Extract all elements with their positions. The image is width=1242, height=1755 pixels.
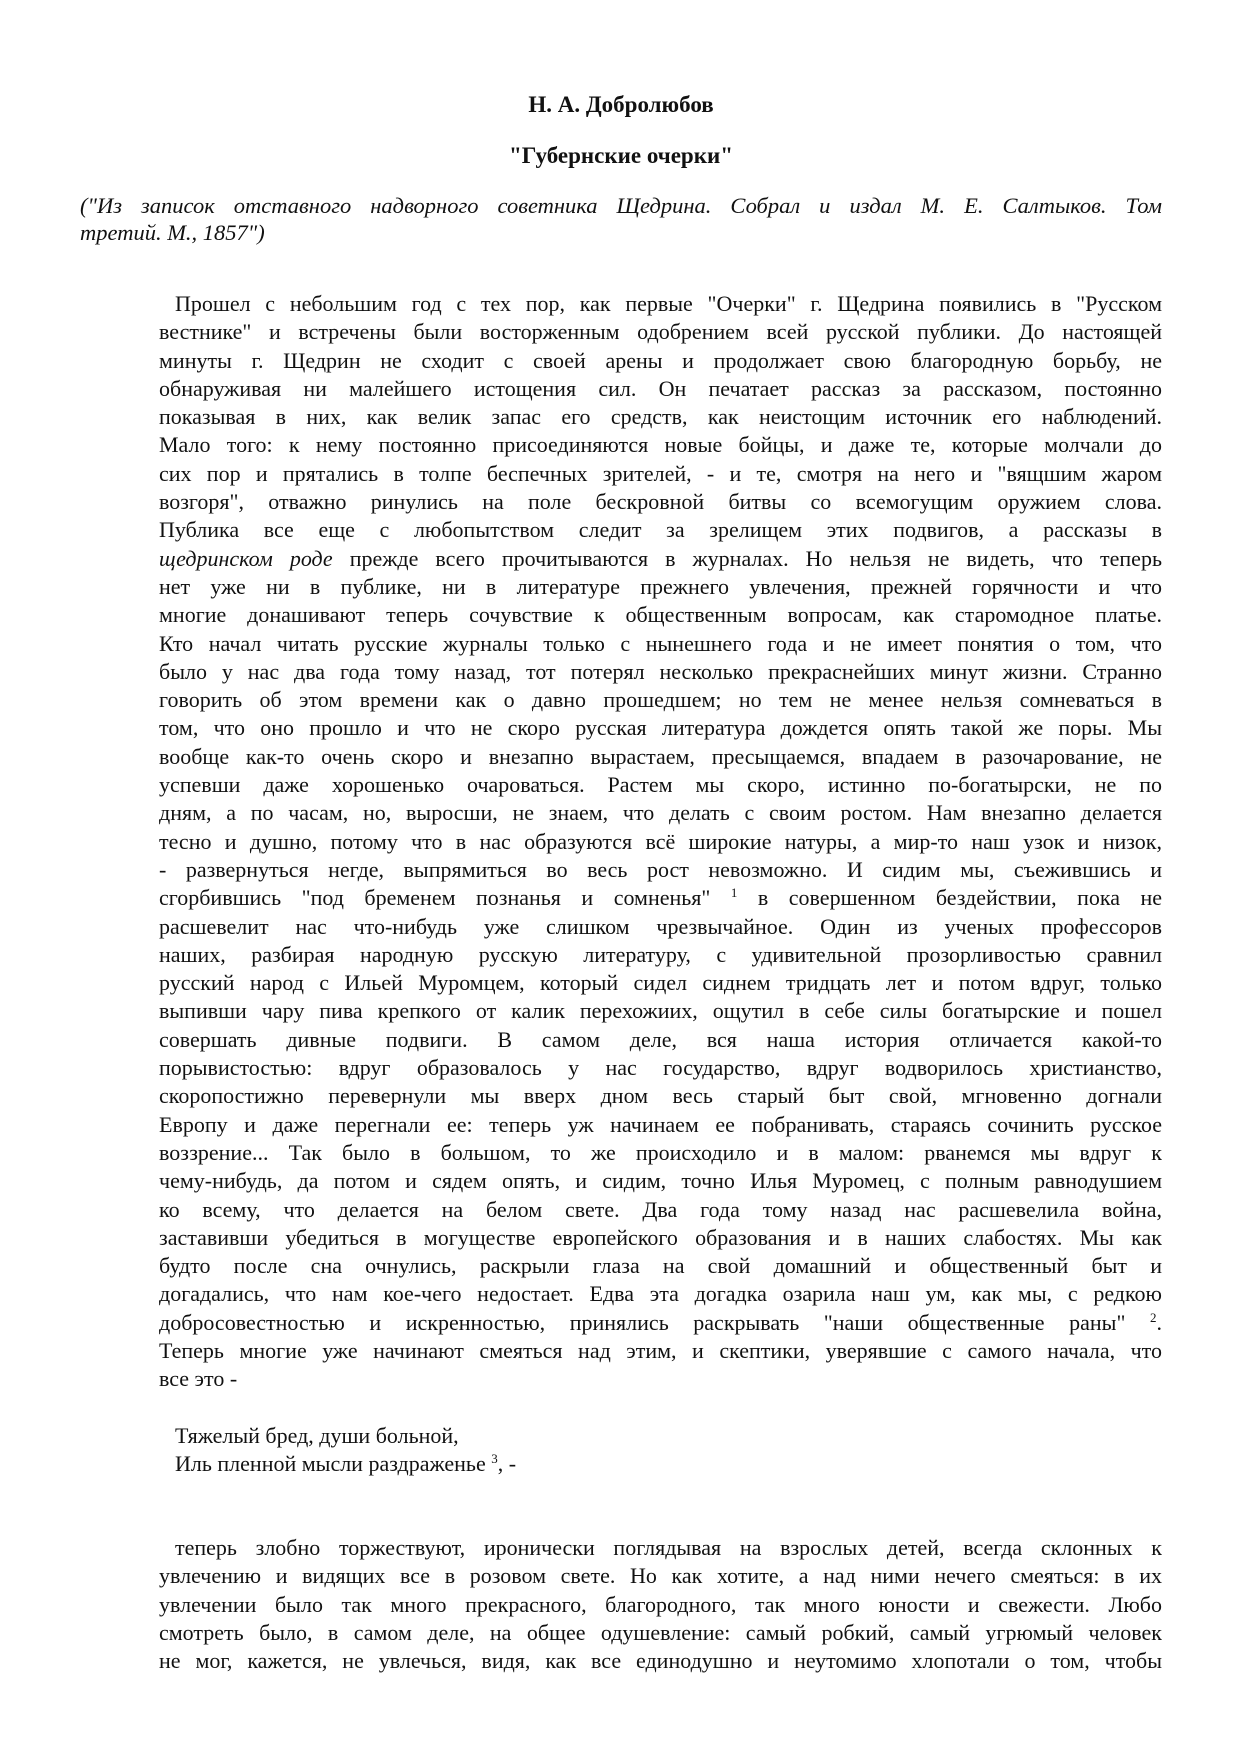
subtitle-line: ("Из записок отставного надворного советника Щедрина. Собрал и издал М. Е. Салтыков. Том (80, 193, 1162, 218)
subtitle (80, 192, 1162, 246)
text-line: - развернуться негде, выпрямиться во весь рост невозможно. И сидим мы, съежившись и (159, 856, 1162, 882)
text-line: говорить об этом времени как о давно прошедшем; но тем не менее нельзя сомневаться в (159, 687, 1162, 713)
text-line: показывая в них, как велик запас его средств, как неистощим источник его наблюдений. (159, 404, 1162, 430)
text-line: чему-нибудь, да потом и сядем опять, и сидим, точно Илья Муромец, с полным равнодушием (159, 1168, 1162, 1194)
text-line: нет уже ни в публике, ни в литературе прежнего увлечения, прежней горячности и что (159, 573, 1162, 599)
text-line: будто после сна очнулись, раскрыли глаза на свой домашний и общественный быт и (159, 1253, 1162, 1279)
text-line: выпивши чару пива крепкого от калик перехожиих, ощутил в себе силы богатырские и пошел (159, 998, 1162, 1024)
text-line: вестнике" и встречены были восторженным одобрением всей русской публики. До настоящей (159, 319, 1162, 345)
text-line: Европу и даже перегнали ее: теперь уж начинаем ее побранивать, стараясь сочинить русское (159, 1111, 1162, 1137)
text-line (159, 884, 1162, 912)
paragraph-2 (159, 1534, 1162, 1675)
verse-line (159, 1450, 1162, 1478)
text-line: увлечению и видящих все в розовом свете. Но как хотите, а над ними нечего смеяться: в их (159, 1563, 1162, 1589)
text-line: совершать дивные подвиги. В самом деле, вся наша история отличается какой-то (159, 1026, 1162, 1052)
text-line: не мог, кажется, не увлечься, видя, как все единодушно и неутомимо хлопотали о том, чтобы (159, 1648, 1162, 1674)
text-fragment: . (1156, 1309, 1162, 1335)
text-line: наших, разбирая народную русскую литературу, с удивительной прозорливостью сравнил (159, 941, 1162, 967)
text-line: ко всему, что делается на белом свете. Два года тому назад нас расшевелила война, (159, 1196, 1162, 1222)
text-fragment: , - (497, 1451, 517, 1477)
text-line: теперь злобно торжествуют, иронически поглядывая на взрослых детей, всегда склонных к (175, 1535, 1162, 1560)
text-line: возгоря", отважно ринулись на поле бескровной битвы со всемогущим оружием слова. (159, 489, 1162, 515)
document-title: "Губернские очерки" (509, 143, 733, 168)
text-line: догадались, что нам кое-чего недостает. Едва эта догадка озарила наш ум, как мы, с редкою (159, 1281, 1162, 1307)
text-line: воззрение... Так было в большом, то же происходило и в малом: рванемся мы вдруг к (159, 1139, 1162, 1165)
text-line: увлечении было так много прекрасного, благородного, так много юности и свежести. Любо (159, 1591, 1162, 1617)
text-line: Публика все еще с любопытством следит за зрелищем этих подвигов, а рассказы в (159, 517, 1162, 543)
text-line: успевши даже хорошенько очароваться. Растем мы скоро, истинно по-богатырски, не по (159, 772, 1162, 798)
text-line (159, 545, 1162, 573)
author-name: Н. А. Добролюбов (528, 92, 714, 117)
subtitle-line: третий. М., 1857") (80, 220, 265, 245)
text-line: дням, а по часам, но, выросши, не знаем, что делать с своим ростом. Нам внезапно делается (159, 800, 1162, 826)
footnote-marker[interactable]: 2 (1150, 1309, 1157, 1325)
text-fragment: сгорбившись "под бременем познанья и сомненья" (159, 885, 731, 911)
verse-quote (159, 1422, 1162, 1479)
text-line: заставивши убедиться в могуществе европейского образования и в наших слабостях. Мы как (159, 1224, 1162, 1250)
text-line: было у нас два года тому назад, тот потерял несколько прекраснейших минут жизни. Странно (159, 658, 1162, 684)
text-fragment: прежде всего прочитываются в журналах. Но нельзя не видеть, что теперь (332, 545, 1162, 571)
footnote-marker[interactable]: 3 (491, 1451, 498, 1467)
text-line: смотреть было, в самом деле, на общее одушевление: самый робкий, самый угрюмый человек (159, 1619, 1162, 1645)
text-line: Теперь многие уже начинают смеяться над этим, и скептики, уверявшие с самого начала, что (159, 1337, 1162, 1363)
text-line: все это - (159, 1366, 238, 1392)
italic-phrase: щедринском роде (159, 545, 333, 571)
text-line: сих пор и прятались в толпе беспечных зрителей, - и те, смотря на него и "вящшим жаром (159, 460, 1162, 486)
text-line: многие донашивают теперь сочувствие к общественным вопросам, как старомодное платье. (159, 602, 1162, 628)
paragraph-1 (159, 290, 1162, 1394)
text-line: порывистостью: вдруг образовалось у нас государство, вдруг водворилось христианство, (159, 1055, 1162, 1081)
verse-line: Тяжелый бред, души больной, (175, 1423, 459, 1448)
text-fragment: Иль пленной мысли раздраженье (175, 1451, 492, 1477)
text-line: Мало того: к нему постоянно присоединяются новые бойцы, и даже те, которые молчали до (159, 432, 1162, 458)
text-line: русский народ с Ильей Муромцем, который сидел сиднем тридцать лет и потом вдруг, только (159, 970, 1162, 996)
footnote-marker[interactable]: 1 (730, 885, 738, 901)
text-line: том, что оно прошло и что не скоро русская литература дождется опять такой же поры. Мы (159, 715, 1162, 741)
text-fragment: добросовестностью и искренностью, принялись раскрывать "наши общественные раны" (159, 1309, 1150, 1335)
text-line: расшевелит нас что-нибудь уже слишком чрезвычайное. Один из ученых профессоров (159, 913, 1162, 939)
text-line (159, 1309, 1162, 1337)
text-line: Кто начал читать русские журналы только с нынешнего года и не имеет понятия о том, что (159, 630, 1162, 656)
text-fragment: в совершенном бездействии, пока не (737, 885, 1163, 911)
text-line: тесно и душно, потому что в нас образуются всё широкие натуры, а мир-то наш узок и низок, (159, 828, 1162, 854)
text-line: Прошел с небольшим год с тех пор, как первые "Очерки" г. Щедрина появились в "Русском (175, 291, 1162, 316)
text-line: минуты г. Щедрин не сходит с своей арены и продолжает свою благородную борьбу, не (159, 347, 1162, 373)
text-line: скоропостижно перевернули мы вверх дном весь старый быт свой, мгновенно догнали (159, 1083, 1162, 1109)
text-line: вообще как-то очень скоро и внезапно вырастаем, пресыщаемся, впадаем в разочарование, не (159, 743, 1162, 769)
text-line: обнаруживая ни малейшего истощения сил. Он печатает рассказ за рассказом, постоянно (159, 375, 1162, 401)
